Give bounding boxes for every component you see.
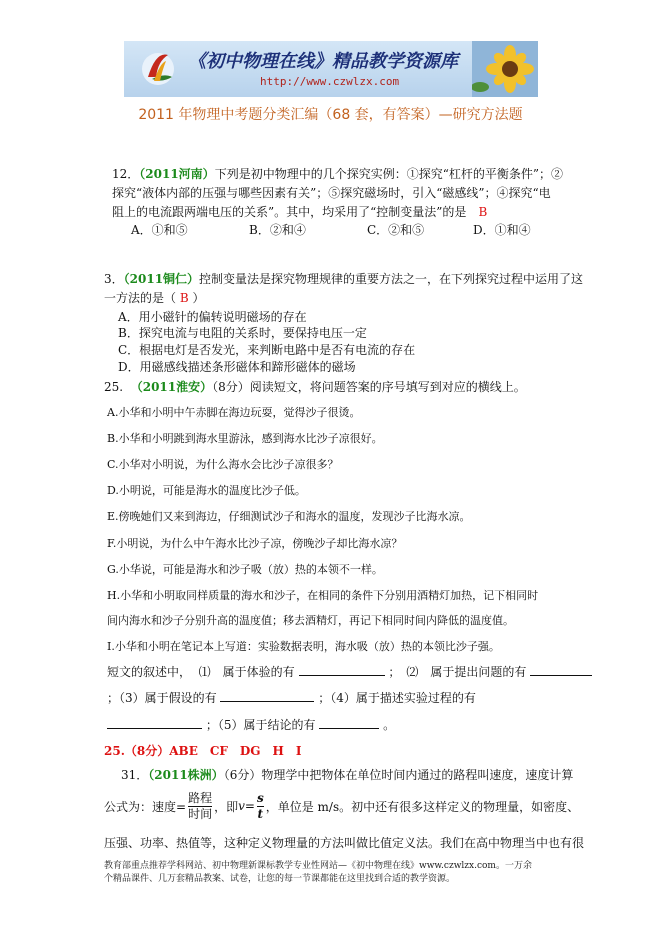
q31-line-3: 压强、功率、热值等，这种定义物理量的方法叫做比值定义法。我们在高中物理当中也有很 — [104, 836, 585, 850]
q25-fill-label-4: ；（4）属于描述实验过程的有 — [318, 691, 476, 705]
q25-answer: ABE CF DG H I — [169, 744, 302, 758]
v-equals: v= — [238, 799, 255, 813]
q3-option-d: D．用磁感线描述条形磁体和蹄形磁体的磁场 — [118, 360, 356, 374]
banner-title: 《初中物理在线》精品教学资源库 — [188, 51, 458, 72]
speed-fraction — [188, 791, 212, 822]
q3-text-2-end: ） — [192, 291, 205, 305]
q3-line-1 — [104, 270, 583, 287]
q25-item-c: C.小华对小明说，为什么海水会比沙子凉很多？ — [107, 458, 339, 471]
q12-line-2: 探究“液体内部的压强与哪些因素有关”；⑤探究磁场时，引入“磁感线”；④探究“电 — [112, 186, 551, 200]
q25-fill-label-5: ；（5）属于结论的有 — [205, 718, 316, 732]
q3-number: 3． — [104, 272, 124, 286]
q25-blank-1[interactable] — [299, 663, 385, 676]
q25-item-h-1: H.小华和小明取同样质量的海水和沙子，在相同的条件下分别用酒精灯加热，记下相同时 — [107, 589, 539, 602]
q25-answer-label: 25.（8分） — [104, 744, 170, 758]
q25-item-e: E.傍晚她们又来到海边，仔细测试沙子和海水的温度，发现沙子比海水凉。 — [107, 510, 471, 523]
q31-formula-suffix: ，单位是 m/s。初中还有很多这样定义的物理量，如密度、 — [265, 799, 580, 814]
q31-number: 31． — [121, 768, 149, 782]
q12-option-c: C．②和⑤ — [367, 223, 425, 237]
q25-item-i: I.小华和小明在笔记本上写道：实验数据表明，海水吸（放）热的本领比沙子强。 — [107, 640, 500, 653]
q25-item-h-2: 间内海水和沙子分别升高的温度值；移去酒精灯，再记下相同时间内降低的温度值。 — [107, 614, 514, 627]
q3-text-1: 控制变量法是探究物理规律的重要方法之一，在下列探究过程中运用了这 — [199, 272, 584, 286]
q3-text-2: 一方法的是（ — [104, 291, 177, 305]
q25-fill-prefix: 短文的叙述中， — [107, 665, 192, 679]
q12-text-1: 下列是初中物理中的几个探究实例：①探究“杠杆的平衡条件”；② — [214, 167, 563, 181]
q25-answer-line — [104, 742, 302, 759]
banner-url[interactable]: http://www.czwlzx.com — [260, 75, 400, 88]
q3-option-b: B．探究电流与电阻的关系时，要保持电压一定 — [118, 326, 367, 340]
q31-line-1 — [121, 766, 573, 783]
q12-line-1 — [112, 165, 563, 182]
footer-line-2: 个精品课件、几万套精品教案、试卷，让您的每一节课都能在这里找到合适的教学资源。 — [104, 874, 456, 884]
site-logo-icon — [138, 47, 178, 87]
fraction-denominator: 时间 — [188, 806, 213, 821]
q25-header — [104, 378, 526, 395]
q25-blank-4[interactable] — [107, 716, 202, 729]
q25-fill-row-3 — [107, 716, 395, 733]
q3-answer: B — [179, 291, 189, 305]
q25-blank-3[interactable] — [220, 689, 314, 702]
document-title: 2011 年物理中考题分类汇编（68 套，有答案）—研究方法题 — [138, 107, 523, 123]
q31-formula-mid: ，即 — [214, 799, 239, 814]
q25-fill-row-2 — [107, 689, 476, 706]
q25-blank-5[interactable] — [319, 716, 379, 729]
sunflower-image — [472, 41, 538, 97]
site-banner — [124, 41, 538, 97]
q12-text-3: 阻上的电流跟两端电压的关系”。其中，均采用了“控制变量法”的是 — [112, 205, 467, 219]
q12-option-d: D．①和④ — [473, 223, 531, 237]
q25-blank-2[interactable] — [530, 663, 592, 676]
v-fraction — [257, 791, 264, 822]
q12-option-a: A．①和⑤ — [131, 223, 188, 237]
q25-fill-label-3: ；（3）属于假设的有 — [107, 691, 217, 705]
fraction-numerator: 路程 — [188, 790, 213, 805]
q25-source: （2011淮安） — [130, 380, 213, 394]
q12-option-b: B．②和④ — [249, 223, 306, 237]
q31-formula-line — [104, 788, 579, 824]
q25-item-f: F.小明说，为什么中午海水比沙子凉，傍晚沙子却比海水凉？ — [107, 537, 403, 550]
q25-item-d: D.小明说，可能是海水的温度比沙子低。 — [107, 484, 306, 497]
q25-item-a: A.小华和小明中午赤脚在海边玩耍，觉得沙子很烫。 — [107, 406, 361, 419]
q12-answer: B — [478, 205, 488, 219]
q25-number: 25. — [104, 380, 124, 394]
q25-fill-row-1 — [107, 663, 592, 680]
q3-line-2 — [104, 289, 205, 306]
q12-source: （2011河南） — [139, 167, 215, 181]
q31-text-1: （6分）物理学中把物体在单位时间内通过的路程叫速度，速度计算 — [223, 768, 574, 782]
q25-intro: （8分）阅读短文，将问题答案的序号填写到对应的横线上。 — [212, 380, 526, 394]
q31-formula-prefix: 公式为：速度= — [104, 799, 187, 814]
q31-source: （2011株洲） — [148, 768, 224, 782]
q12-line-3 — [112, 203, 487, 220]
q3-source: （2011铜仁） — [123, 272, 200, 286]
v-fraction-numerator: s — [256, 790, 264, 805]
q3-option-a: A．用小磁针的偏转说明磁场的存在 — [118, 310, 307, 324]
q25-item-b: B.小华和小明跳到海水里游泳，感到海水比沙子凉很好。 — [107, 432, 383, 445]
q25-item-g: G.小华说，可能是海水和沙子吸（放）热的本领不一样。 — [107, 563, 383, 576]
q3-option-c: C．根据电灯是否发光，来判断电路中是否有电流的存在 — [118, 343, 416, 357]
v-fraction-denominator: t — [257, 806, 264, 821]
footer-line-1: 教育部重点推荐学科网站、初中物理新课标教学专业性网站—《初中物理在线》www.czwlzx.com。一万余 — [104, 861, 532, 871]
q25-fill-label-2: ； ⑵ 属于提出问题的有 — [388, 665, 527, 679]
q25-fill-end: 。 — [383, 718, 396, 732]
q25-fill-label-1: ⑴ 属于体验的有 — [198, 665, 295, 679]
q12-number: 12． — [112, 167, 140, 181]
